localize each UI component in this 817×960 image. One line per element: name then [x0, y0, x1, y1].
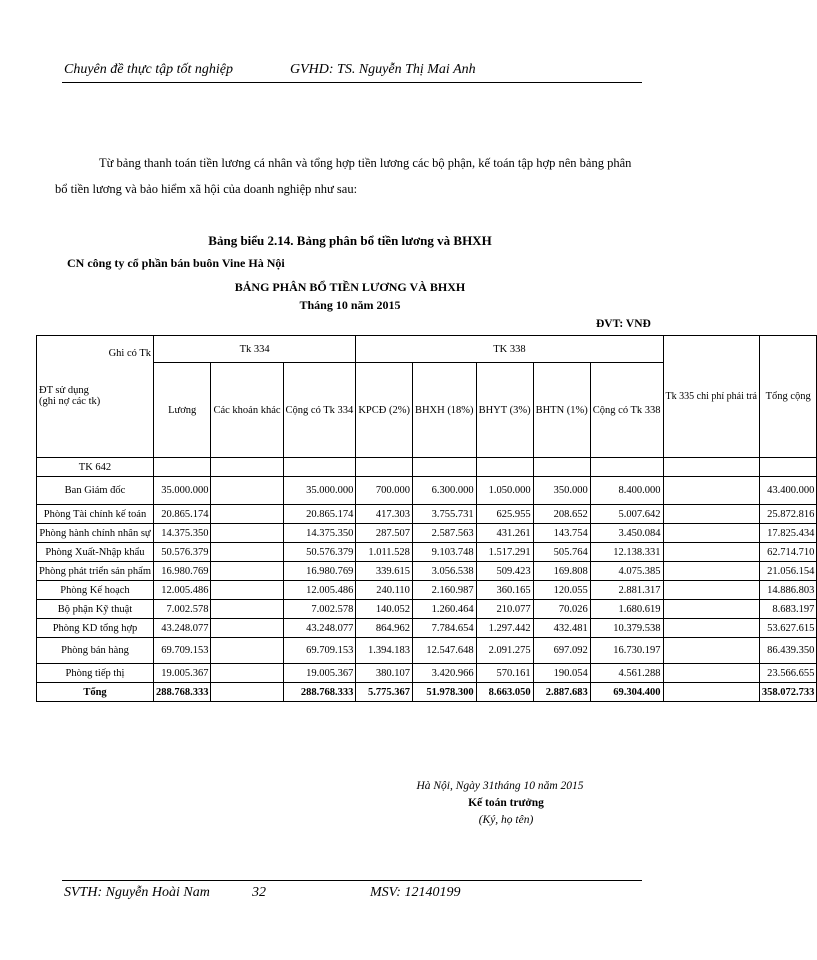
cell-tk335 [663, 543, 759, 562]
cell-bhxh: 6.300.000 [412, 477, 476, 505]
header-kpcd: KPCĐ (2%) [356, 363, 413, 458]
cell-bhyt: 1.297.442 [476, 619, 533, 638]
cell-kpcd: 1.011.528 [356, 543, 413, 562]
cell-bhxh: 1.260.464 [412, 600, 476, 619]
cell-bhyt: 570.161 [476, 664, 533, 683]
corner-bottom-label-1: ĐT sử dụng [39, 385, 89, 396]
cell-luong: 16.980.769 [153, 562, 211, 581]
cell-kpcd: 5.775.367 [356, 683, 413, 702]
department-name: Phòng hành chính nhân sự [37, 524, 154, 543]
department-name: Phòng bán hàng [37, 638, 154, 664]
cell-bhtn: 208.652 [533, 505, 590, 524]
cell-khac [211, 505, 283, 524]
cell-tong: 86.439.350 [759, 638, 817, 664]
cell-bhtn: 190.054 [533, 664, 590, 683]
cell-c338: 1.680.619 [590, 600, 663, 619]
cell-bhtn: 120.055 [533, 581, 590, 600]
header-bhxh: BHXH (18%) [412, 363, 476, 458]
department-name: Bộ phận Kỹ thuật [37, 600, 154, 619]
cell-kpcd: 339.615 [356, 562, 413, 581]
cell-khac [211, 683, 283, 702]
department-name: Phòng Kế hoạch [37, 581, 154, 600]
cell-luong: 19.005.367 [153, 664, 211, 683]
cell-tong: 23.566.655 [759, 664, 817, 683]
sign-place-date: Hà Nội, Ngày 31tháng 10 năm 2015 [416, 780, 584, 792]
cell-c338: 8.400.000 [590, 477, 663, 505]
cell-khac [211, 543, 283, 562]
cell-tk335 [663, 600, 759, 619]
header-bhtn: BHTN (1%) [533, 363, 590, 458]
footer-student: SVTH: Nguyễn Hoài Nam [64, 885, 210, 900]
cell-c334: 16.980.769 [283, 562, 356, 581]
cell-bhyt: 509.423 [476, 562, 533, 581]
cell-c334: 288.768.333 [283, 683, 356, 702]
cell-bhyt: 431.261 [476, 524, 533, 543]
department-name: Phòng KD tổng hợp [37, 619, 154, 638]
table-row [37, 477, 817, 505]
cell-tk335 [663, 619, 759, 638]
cell-kpcd: 864.962 [356, 619, 413, 638]
cell-c334: 20.865.174 [283, 505, 356, 524]
cell-bhtn: 505.764 [533, 543, 590, 562]
cell-c338: 10.379.538 [590, 619, 663, 638]
sign-role: Kế toán trưởng [468, 797, 544, 809]
cell-c338: 4.075.385 [590, 562, 663, 581]
cell-c338: 3.450.084 [590, 524, 663, 543]
cell-bhyt: 210.077 [476, 600, 533, 619]
table-row [37, 638, 817, 664]
cell-kpcd: 380.107 [356, 664, 413, 683]
cell-bhxh: 7.784.654 [412, 619, 476, 638]
header-supervisor: GVHD: TS. Nguyễn Thị Mai Anh [290, 62, 476, 77]
cell-c334: 69.709.153 [283, 638, 356, 664]
cell-luong: 35.000.000 [153, 477, 211, 505]
cell-bhxh: 12.547.648 [412, 638, 476, 664]
cell-luong: 288.768.333 [153, 683, 211, 702]
tk642-label: TK 642 [37, 458, 154, 477]
cell-tk335 [663, 562, 759, 581]
department-name: Phòng Xuất-Nhập khẩu [37, 543, 154, 562]
cell-c334: 50.576.379 [283, 543, 356, 562]
cell-kpcd: 417.303 [356, 505, 413, 524]
footer-student-id: MSV: 12140199 [370, 885, 461, 900]
table-row [37, 524, 817, 543]
header-cong-334: Cộng có Tk 334 [283, 363, 356, 458]
cell-c334: 43.248.077 [283, 619, 356, 638]
cell-bhxh: 51.978.300 [412, 683, 476, 702]
header-tk335: Tk 335 chi phí phải trả [663, 336, 759, 458]
table-row [37, 619, 817, 638]
cell-bhtn: 697.092 [533, 638, 590, 664]
cell-tk335 [663, 524, 759, 543]
department-name: Phòng phát triển sản phẩm [37, 562, 154, 581]
cell-tong: 21.056.154 [759, 562, 817, 581]
header-total: Tổng cộng [759, 336, 817, 458]
cell-tong: 62.714.710 [759, 543, 817, 562]
cell-luong: 7.002.578 [153, 600, 211, 619]
unit-label: ĐVT: VNĐ [596, 318, 651, 330]
cell-tk335 [663, 683, 759, 702]
cell-bhtn: 350.000 [533, 477, 590, 505]
header-bhyt: BHYT (3%) [476, 363, 533, 458]
cell-kpcd: 700.000 [356, 477, 413, 505]
department-name: Phòng tiếp thị [37, 664, 154, 683]
cell-khac [211, 664, 283, 683]
cell-tong: 17.825.434 [759, 524, 817, 543]
corner-header [37, 336, 154, 458]
cell-bhxh: 2.587.563 [412, 524, 476, 543]
company-name: CN công ty cổ phần bán buôn Vine Hà Nội [67, 256, 285, 270]
table-row [37, 562, 817, 581]
cell-kpcd: 140.052 [356, 600, 413, 619]
table-row [37, 505, 817, 524]
cell-tong: 358.072.733 [759, 683, 817, 702]
exhibit-title: Bảng biểu 2.14. Bảng phân bổ tiền lương và BHXH [208, 233, 492, 248]
group-tk334: Tk 334 [153, 336, 355, 363]
cell-tong: 25.872.816 [759, 505, 817, 524]
cell-tk335 [663, 638, 759, 664]
page-footer [62, 880, 642, 903]
header-topic: Chuyên đề thực tập tốt nghiệp [64, 62, 233, 77]
cell-khac [211, 619, 283, 638]
corner-bottom-label-2: (ghi nợ các tk) [39, 396, 101, 407]
cell-luong: 43.248.077 [153, 619, 211, 638]
cell-bhxh: 3.056.538 [412, 562, 476, 581]
intro-paragraph: Từ bảng thanh toán tiền lương cá nhân và tổng hợp tiền lương các bộ phận, kế toán tập hợp nên bảng phân bổ tiền lương và bảo hiểm xã hội của doanh nghiệp như sau: [55, 156, 632, 196]
cell-khac [211, 477, 283, 505]
cell-c338: 16.730.197 [590, 638, 663, 664]
cell-c338: 12.138.331 [590, 543, 663, 562]
total-label: Tổng [37, 683, 154, 702]
corner-top-label: Ghi có Tk [108, 348, 151, 359]
cell-luong: 50.576.379 [153, 543, 211, 562]
cell-luong: 69.709.153 [153, 638, 211, 664]
cell-bhyt: 1.517.291 [476, 543, 533, 562]
cell-tk335 [663, 581, 759, 600]
cell-luong: 12.005.486 [153, 581, 211, 600]
page-header [62, 62, 642, 83]
department-name: Ban Giám đốc [37, 477, 154, 505]
table-row [37, 600, 817, 619]
cell-tk335 [663, 505, 759, 524]
salary-allocation-table [36, 335, 817, 702]
cell-khac [211, 524, 283, 543]
cell-c334: 12.005.486 [283, 581, 356, 600]
cell-luong: 14.375.350 [153, 524, 211, 543]
footer-page-number: 32 [252, 885, 266, 900]
cell-tk335 [663, 477, 759, 505]
header-luong: Lương [153, 363, 211, 458]
cell-bhxh: 3.420.966 [412, 664, 476, 683]
cell-c334: 14.375.350 [283, 524, 356, 543]
group-tk338: TK 338 [356, 336, 663, 363]
cell-bhtn: 432.481 [533, 619, 590, 638]
cell-tong: 43.400.000 [759, 477, 817, 505]
table-row [37, 581, 817, 600]
department-name: Phòng Tài chính kế toán [37, 505, 154, 524]
cell-bhyt: 8.663.050 [476, 683, 533, 702]
cell-khac [211, 600, 283, 619]
cell-tk335 [663, 664, 759, 683]
sign-note: (Ký, họ tên) [478, 814, 534, 826]
table-row [37, 543, 817, 562]
table-month: Tháng 10 năm 2015 [299, 298, 401, 312]
cell-bhxh: 2.160.987 [412, 581, 476, 600]
cell-tong: 8.683.197 [759, 600, 817, 619]
table-title: BẢNG PHÂN BỔ TIỀN LƯƠNG VÀ BHXH [234, 280, 466, 294]
cell-c338: 2.881.317 [590, 581, 663, 600]
cell-c338: 4.561.288 [590, 664, 663, 683]
cell-bhyt: 2.091.275 [476, 638, 533, 664]
cell-khac [211, 638, 283, 664]
header-cong-338: Cộng có Tk 338 [590, 363, 663, 458]
cell-bhtn: 2.887.683 [533, 683, 590, 702]
header-cac-khoan: Các khoản khác [211, 363, 283, 458]
cell-tong: 14.886.803 [759, 581, 817, 600]
cell-c334: 19.005.367 [283, 664, 356, 683]
cell-c338: 69.304.400 [590, 683, 663, 702]
cell-kpcd: 1.394.183 [356, 638, 413, 664]
cell-bhxh: 3.755.731 [412, 505, 476, 524]
cell-bhyt: 1.050.000 [476, 477, 533, 505]
cell-c334: 35.000.000 [283, 477, 356, 505]
cell-bhtn: 143.754 [533, 524, 590, 543]
cell-bhyt: 360.165 [476, 581, 533, 600]
cell-luong: 20.865.174 [153, 505, 211, 524]
cell-bhyt: 625.955 [476, 505, 533, 524]
cell-bhtn: 169.808 [533, 562, 590, 581]
cell-bhtn: 70.026 [533, 600, 590, 619]
cell-kpcd: 287.507 [356, 524, 413, 543]
total-row [37, 683, 817, 702]
cell-tong: 53.627.615 [759, 619, 817, 638]
cell-kpcd: 240.110 [356, 581, 413, 600]
cell-khac [211, 562, 283, 581]
cell-c334: 7.002.578 [283, 600, 356, 619]
table-row [37, 664, 817, 683]
cell-khac [211, 581, 283, 600]
cell-c338: 5.007.642 [590, 505, 663, 524]
cell-bhxh: 9.103.748 [412, 543, 476, 562]
